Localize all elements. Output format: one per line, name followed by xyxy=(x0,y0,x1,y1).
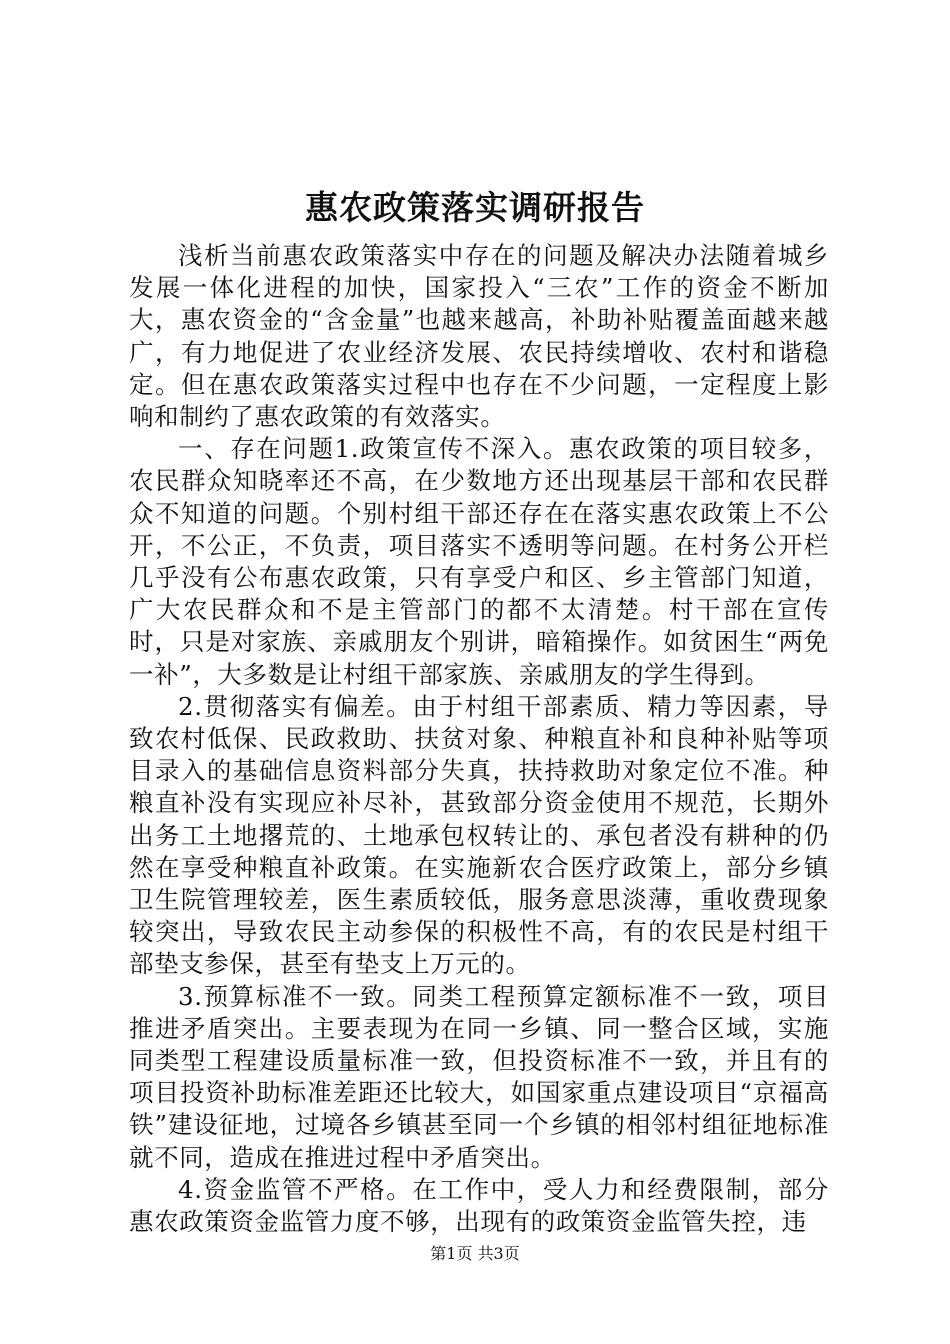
page-footer: 第1页 共3页 xyxy=(430,1244,520,1263)
paragraph-problem-4: 4.资金监管不严格。在工作中，受人力和经费限制，部分惠农政策资金监管力度不够，出现有的政策资金监管失控，违 xyxy=(129,1174,829,1237)
paragraph-problem-1: 一、存在问题1.政策宣传不深入。惠农政策的项目较多，农民群众知晓率还不高，在少数地方还出现基层干部和农民群众不知道的问题。个别村组干部还存在在落实惠农政策上不公开，不公正，不负责，项目落实不透明等问题。在村务公开栏几乎没有公布惠农政策，只有享受户和区、乡主管部门知道，广大农民群众和不是主管部门的都不太清楚。村干部在宣传时，只是对家族、亲戚朋友个别讲，暗箱操作。如贫困生“两免一补”，大多数是让村组干部家族、亲戚朋友的学生得到。 xyxy=(129,434,829,689)
document-title: 惠农政策落实调研报告 xyxy=(305,188,645,227)
paragraph-intro: 浅析当前惠农政策落实中存在的问题及解决办法随着城乡发展一体化进程的加快，国家投入“三农”工作的资金不断加大，惠农资金的“含金量”也越来越高，补助补贴覆盖面越来越广，有力地促进了农业经济发展、农民持续增收、农村和谐稳定。但在惠农政策落实过程中也存在不少问题，一定程度上影响和制约了惠农政策的有效落实。 xyxy=(129,241,829,432)
paragraph-problem-3: 3.预算标准不一致。同类工程预算定额标准不一致，项目推进矛盾突出。主要表现为在同一乡镇、同一整合区域，实施同类型工程建设质量标准一致，但投资标准不一致，并且有的项目投资补助标准差距还比较大，如国家重点建设项目“京福高铁”建设征地，过境各乡镇甚至同一个乡镇的相邻村组征地标准就不同，造成在推进过程中矛盾突出。 xyxy=(129,981,829,1172)
document-body xyxy=(129,240,829,1238)
paragraph-problem-2: 2.贯彻落实有偏差。由于村组干部素质、精力等因素，导致农村低保、民政救助、扶贫对象、种粮直补和良种补贴等项目录入的基础信息资料部分失真，扶持救助对象定位不准。种粮直补没有实现应补尽补，甚致部分资金使用不规范，长期外出务工土地撂荒的、土地承包权转让的、承包者没有耕种的仍然在享受种粮直补政策。在实施新农合医疗政策上，部分乡镇卫生院管理较差，医生素质较低，服务意思淡薄，重收费现象较突出，导致农民主动参保的积极性不高，有的农民是村组干部垫支参保，甚至有垫支上万元的。 xyxy=(129,691,829,979)
